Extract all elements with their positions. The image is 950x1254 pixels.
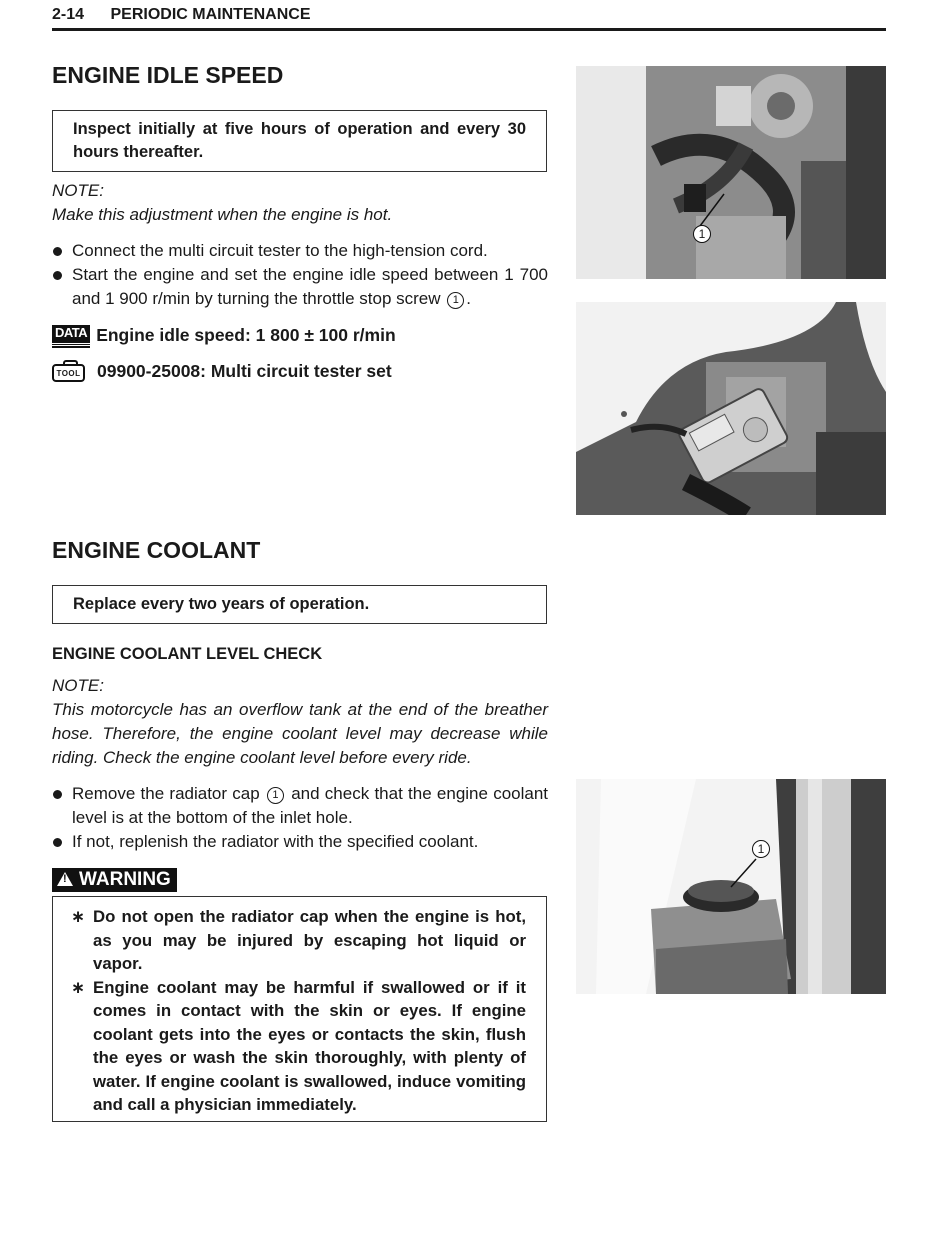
idle-step-2-text: Start the engine and set the engine idle speed between 1 700 and 1 900 r/min by turning the throttle stop screw bbox=[72, 265, 548, 308]
idle-step-2-end: . bbox=[466, 289, 471, 308]
coolant-heading: ENGINE COOLANT bbox=[52, 537, 261, 563]
warning-triangle-icon bbox=[57, 872, 73, 886]
toolbox-icon bbox=[52, 364, 85, 382]
page-number: 2-14 bbox=[52, 6, 85, 23]
coolant-step-2: If not, replenish the radiator with the specified coolant. bbox=[52, 830, 548, 854]
photo-multi-circuit-tester bbox=[576, 302, 886, 515]
coolant-interval-box: Replace every two years of operation. bbox=[52, 585, 547, 624]
photo-radiator-cap bbox=[576, 779, 886, 994]
callout-1: 1 bbox=[752, 840, 770, 858]
coolant-step-1 bbox=[52, 782, 548, 830]
idle-speed-spec: Engine idle speed: 1 800 ± 100 r/min bbox=[96, 325, 396, 345]
throttle-body-illustration bbox=[576, 66, 886, 279]
coolant-note-text: This motorcycle has an overflow tank at the end of the breather hose. Therefore, the engine coolant level may decrease while riding. Check the engine coolant level before every ride. bbox=[52, 700, 548, 767]
idle-note-label: NOTE: bbox=[52, 181, 104, 200]
tool-icon-label: TOOL bbox=[56, 369, 81, 378]
warning-item-2: ∗ Engine coolant may be harmful if swallowed or if it comes in contact with the skin or eyes. If engine coolant gets into the eyes or contacts the skin, flush the eyes or wash the skin thoroughly, with plenty of water. If engine coolant is swallowed, induce vomiting and call a physician immediately. bbox=[71, 976, 526, 1117]
coolant-level-check-heading: ENGINE COOLANT LEVEL CHECK bbox=[52, 645, 323, 663]
coolant-step-1-text: Remove the radiator cap bbox=[72, 784, 260, 803]
warning-label-text: WARNING bbox=[79, 869, 171, 890]
warning-item-1: ∗ Do not open the radiator cap when the engine is hot, as you may be injured by escaping hot liquid or vapor. bbox=[71, 905, 526, 976]
section-title: PERIODIC MAINTENANCE bbox=[110, 6, 311, 23]
idle-step-1: Connect the multi circuit tester to the high-tension cord. bbox=[52, 239, 548, 263]
idle-steps bbox=[52, 239, 548, 311]
callout-marker: 1 bbox=[447, 292, 464, 309]
idle-step-2 bbox=[52, 263, 548, 311]
idle-interval-box: Inspect initially at five hours of operation and every 30 hours thereafter. bbox=[52, 110, 547, 172]
coolant-note-label: NOTE: bbox=[52, 676, 104, 695]
callout-marker: 1 bbox=[267, 787, 284, 804]
text-column bbox=[52, 60, 548, 1122]
warning-label bbox=[52, 868, 177, 892]
tool-spec: 09900-25008: Multi circuit tester set bbox=[97, 361, 392, 381]
callout-1: 1 bbox=[693, 225, 711, 243]
idle-note-text: Make this adjustment when the engine is hot. bbox=[52, 205, 393, 224]
warning-box bbox=[52, 896, 547, 1122]
data-icon: DATA bbox=[52, 325, 90, 346]
idle-spec-line bbox=[52, 323, 548, 347]
tester-connection-illustration bbox=[576, 302, 886, 515]
page-header bbox=[52, 4, 886, 31]
coolant-step-1-end: and check that the engine coolant level is at the bottom of the inlet hole. bbox=[72, 784, 549, 827]
idle-speed-heading: ENGINE IDLE SPEED bbox=[52, 62, 284, 88]
photo-throttle-stop-screw bbox=[576, 66, 886, 279]
coolant-steps bbox=[52, 782, 548, 854]
tool-line bbox=[52, 359, 548, 383]
radiator-cap-illustration bbox=[576, 779, 886, 994]
